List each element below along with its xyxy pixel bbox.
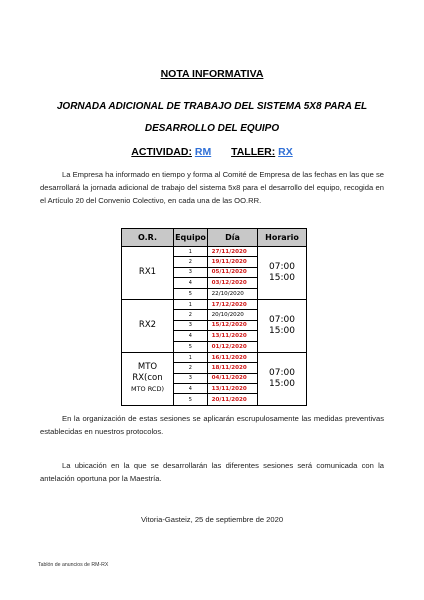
actividad-label: ACTIVIDAD: bbox=[131, 146, 192, 158]
group-name-line: RX2 bbox=[138, 320, 157, 331]
horario-end: 15:00 bbox=[269, 325, 295, 336]
horario-start: 07:00 bbox=[269, 314, 295, 325]
dia-cell: 05/11/2020 bbox=[211, 269, 247, 276]
dia-cell: 04/11/2020 bbox=[211, 375, 247, 382]
group-name-line: MTO bbox=[137, 362, 158, 373]
table-row bbox=[174, 363, 257, 373]
group-name bbox=[122, 353, 174, 405]
horario-start: 07:00 bbox=[269, 367, 295, 378]
table-row bbox=[174, 374, 257, 384]
subtitle-line-2: DESARROLLO DEL EQUIPO bbox=[144, 123, 280, 134]
equipo-cell: 5 bbox=[174, 289, 208, 299]
subtitle bbox=[40, 96, 384, 140]
measures-paragraph: En la organización de estas sesiones se aplicarán escrupulosamente las medidas preventivas establecidas en nuestros protocolos. bbox=[40, 414, 384, 436]
table-row bbox=[174, 247, 257, 257]
equipo-cell: 5 bbox=[174, 394, 208, 404]
dia-cell: 20/10/2020 bbox=[211, 312, 244, 319]
dia-cell: 22/10/2020 bbox=[211, 290, 244, 297]
header-or: O.R. bbox=[122, 229, 174, 246]
table-group bbox=[122, 247, 306, 300]
table-row bbox=[174, 331, 257, 341]
equipo-cell: 2 bbox=[174, 257, 208, 266]
footer-note: Tablón de anuncios de RM-RX bbox=[38, 562, 109, 568]
table-row bbox=[174, 257, 257, 267]
group-name bbox=[122, 300, 174, 352]
table-header bbox=[122, 229, 306, 247]
equipo-cell: 4 bbox=[174, 278, 208, 287]
header-horario: Horario bbox=[265, 233, 299, 242]
equipo-cell: 5 bbox=[174, 342, 208, 352]
group-name bbox=[122, 247, 174, 299]
horario-start: 07:00 bbox=[269, 261, 295, 272]
taller-value: RX bbox=[278, 146, 293, 158]
table-row bbox=[174, 289, 257, 299]
table-group bbox=[122, 300, 306, 353]
equipo-cell: 2 bbox=[174, 310, 208, 319]
horario-cell bbox=[258, 353, 306, 405]
group-name-line: MTO RCD) bbox=[130, 385, 165, 394]
table-row bbox=[174, 353, 257, 363]
dia-cell: 13/11/2020 bbox=[211, 385, 247, 392]
equipo-cell: 1 bbox=[174, 353, 208, 362]
table-row bbox=[174, 394, 257, 404]
date-line: Vitoria-Gasteiz, 25 de septiembre de 2020 bbox=[140, 515, 284, 524]
table-group bbox=[122, 353, 306, 405]
dia-cell: 15/12/2020 bbox=[211, 322, 247, 329]
equipo-cell: 4 bbox=[174, 384, 208, 393]
intro-paragraph: La Empresa ha informado en tiempo y forma al Comité de Empresa de las fechas en las que se desarrollará la jornada adicional de trabajo del sistema 5x8 para el desarrollo del equipo, recogida en el Artículo 20 del Convenio Colectivo, en cada una de las OO.RR. bbox=[40, 170, 384, 205]
table-row bbox=[174, 342, 257, 352]
horario-cell bbox=[258, 300, 306, 352]
equipo-cell: 3 bbox=[174, 321, 208, 330]
equipo-cell: 2 bbox=[174, 363, 208, 372]
header-dia: Día bbox=[208, 229, 258, 246]
horario-end: 15:00 bbox=[269, 272, 295, 283]
group-name-line: RX(con bbox=[132, 373, 163, 384]
table-row bbox=[174, 321, 257, 331]
table-row bbox=[174, 268, 257, 278]
taller-label: TALLER: bbox=[231, 146, 276, 158]
equipo-cell: 1 bbox=[174, 247, 208, 256]
dia-cell: 01/12/2020 bbox=[211, 343, 247, 350]
dia-cell: 03/12/2020 bbox=[211, 279, 247, 286]
header-equipo: Equipo bbox=[174, 229, 208, 246]
equipo-cell: 3 bbox=[174, 374, 208, 383]
dia-cell: 18/11/2020 bbox=[211, 364, 247, 371]
table-row bbox=[174, 310, 257, 320]
actividad-taller-line bbox=[0, 146, 424, 158]
dia-cell: 16/11/2020 bbox=[211, 354, 247, 361]
table-row bbox=[174, 278, 257, 288]
dia-cell: 13/11/2020 bbox=[211, 332, 247, 339]
group-name-line: RX1 bbox=[138, 267, 157, 278]
table-body bbox=[122, 247, 306, 405]
table-row bbox=[174, 300, 257, 310]
horario-cell bbox=[258, 247, 306, 299]
dia-cell: 17/12/2020 bbox=[211, 301, 247, 308]
location-paragraph: La ubicación en la que se desarrollarán las diferentes sesiones será comunicada con la antelación oportuna por la Maestría. bbox=[40, 461, 384, 483]
page-title: NOTA INFORMATIVA bbox=[160, 68, 264, 80]
table-row bbox=[174, 384, 257, 394]
equipo-cell: 1 bbox=[174, 300, 208, 309]
horario-end: 15:00 bbox=[269, 378, 295, 389]
schedule-table bbox=[121, 228, 307, 406]
dia-cell: 27/11/2020 bbox=[211, 248, 247, 255]
subtitle-line-1: JORNADA ADICIONAL DE TRABAJO DEL SISTEMA 5X8 PARA EL bbox=[56, 101, 368, 112]
dia-cell: 19/11/2020 bbox=[211, 259, 247, 266]
equipo-cell: 4 bbox=[174, 331, 208, 340]
dia-cell: 20/11/2020 bbox=[211, 396, 247, 403]
equipo-cell: 3 bbox=[174, 268, 208, 277]
actividad-value: RM bbox=[194, 146, 212, 158]
